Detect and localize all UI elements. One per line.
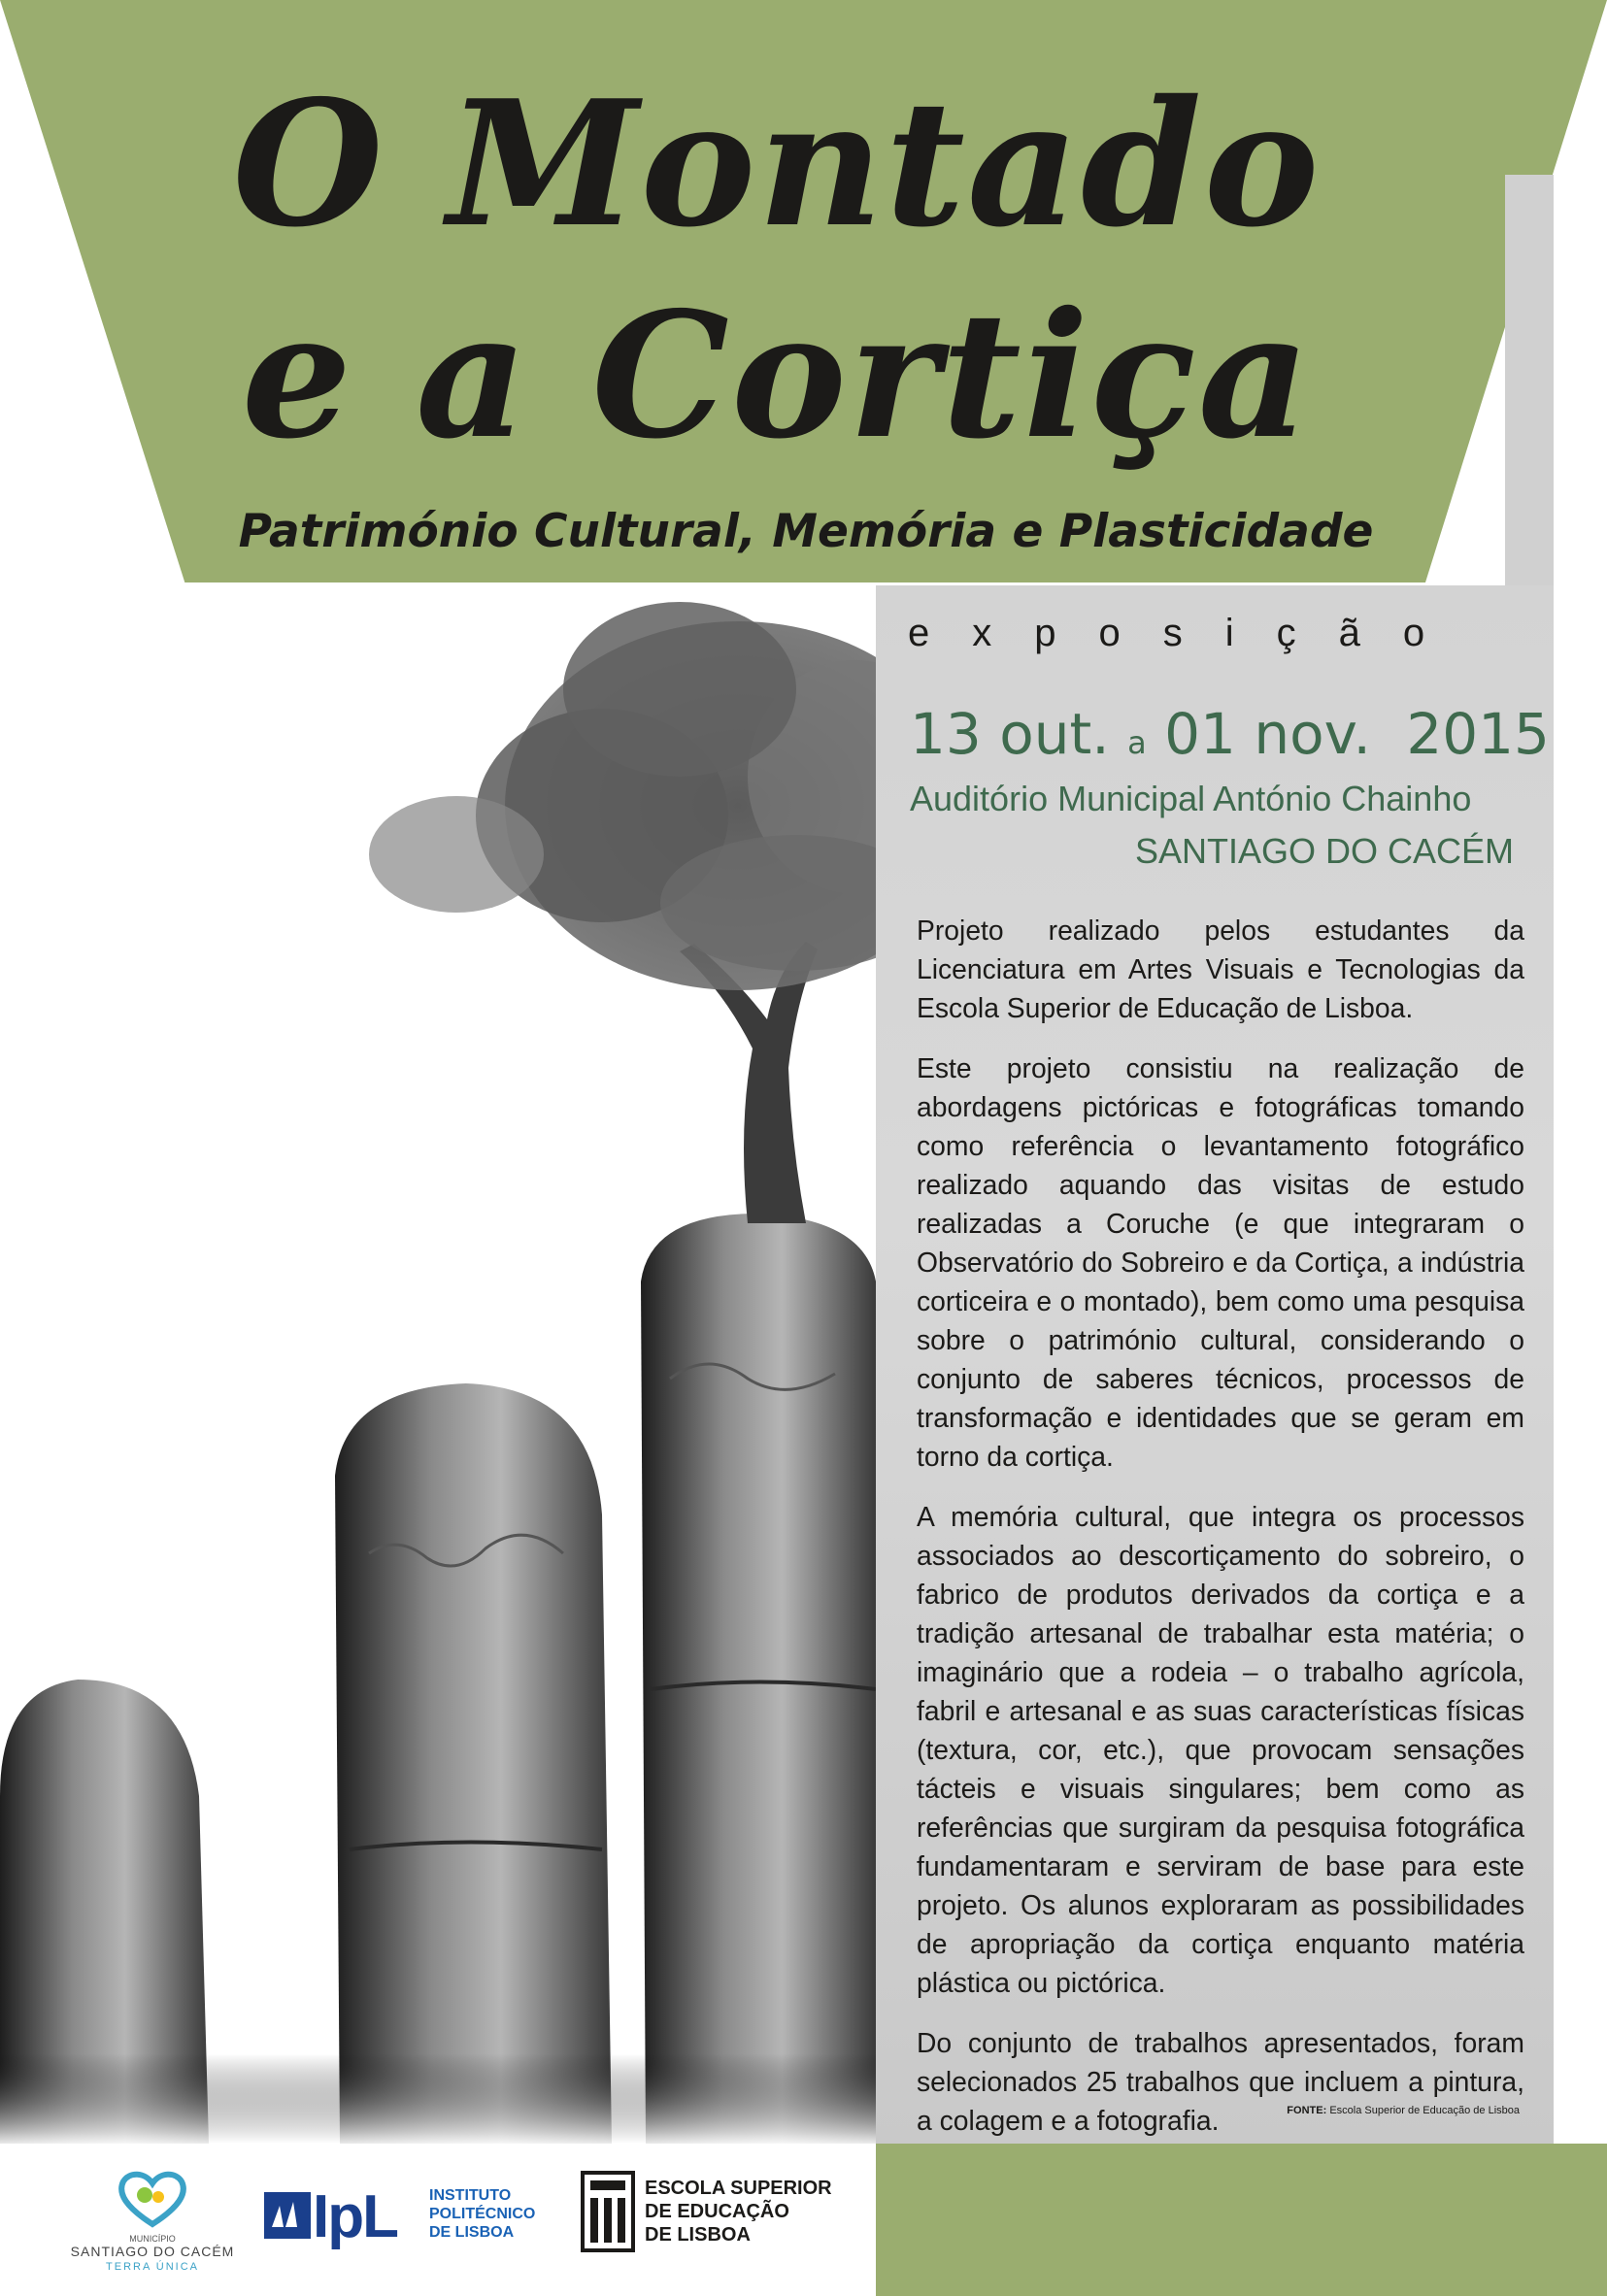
eses-name-line-3: DE LISBOA	[645, 2224, 751, 2246]
tree	[369, 602, 876, 1223]
description-paragraph: Do conjunto de trabalhos apresentados, foram selecionados 25 trabalhos que incluem a pintura, a colagem e a fotografia.	[917, 2027, 1524, 2136]
source-label: FONTE:	[1287, 2105, 1327, 2116]
cacem-line-1: MUNICÍPIO	[129, 2234, 176, 2244]
date-start: 13 out.	[910, 701, 1110, 767]
title-line-1: O Montado	[232, 62, 1322, 265]
description-paragraph: Este projeto consistiu na realização de abordagens pictóricas e fotográficas tomando como referência o levantamento fotográfico realizado aquando das visitas de estudo realizadas a Coruche (e que integraram o Observatório do Sobreiro e da Cortiça, a indústria corticeira e o montado), bem como uma pesquisa sobre o património cultural, considerando o conjunto de saberes técnicos, processos de transformação e identidades que se geram em torno da cortiça.	[917, 1052, 1524, 1472]
description-paragraph: A memória cultural, que integra os processos associados ao descortiçamento do sobreiro, o fabrico de produtos derivados da cortiça e a tradição artesanal de trabalhar esta matéria; o imaginário que a rodeia – o trabalho agrícola, fabril e artesanal e as suas características físicas (textura, cor, etc.), que provocam sensações tácteis e visuais singulares; bem como as referências que surgiram da pesquisa fotográfica fundamentaram e serviram de base para este projeto. Os alunos exploraram as possibilidades de apropriação da cortiça enquanto matéria plástica ou pictórica.	[917, 1501, 1524, 1998]
poster-subtitle: Património Cultural, Memória e Plasticidade	[238, 505, 1374, 558]
date-end: 01 nov.	[1164, 701, 1371, 767]
date-connector: a	[1127, 724, 1147, 761]
ipl-name	[429, 2186, 535, 2242]
source-value: Escola Superior de Educação de Lisboa	[1329, 2105, 1520, 2116]
description	[917, 911, 1524, 2161]
ipl-name-line-3: DE LISBOA	[429, 2224, 515, 2241]
event-dates	[910, 701, 1550, 767]
tree-on-fingers-illustration	[0, 582, 876, 2144]
event-year: 2015	[1406, 701, 1550, 767]
ipl-name-line-1: INSTITUTO	[429, 2187, 512, 2204]
eses-name-line-1: ESCOLA SUPERIOR	[645, 2178, 832, 2199]
ipl-name-line-2: POLITÉCNICO	[429, 2206, 536, 2222]
gray-panel-edge	[1505, 175, 1554, 585]
poster-title	[194, 58, 1359, 482]
description-paragraph: Projeto realizado pelos estudantes da Licenciatura em Artes Visuais e Tecnologias da Escola Superior de Educação de Lisboa.	[917, 915, 1524, 1023]
ipl-mark-icon	[264, 2188, 311, 2243]
building-icon	[581, 2171, 635, 2252]
title-line-2: e a Cortiça	[241, 274, 1313, 477]
heart-icon	[116, 2170, 189, 2228]
eses-name-line-2: DE EDUCAÇÃO	[645, 2201, 789, 2222]
eses-logo	[581, 2171, 833, 2268]
ipl-logo	[264, 2182, 555, 2250]
exhibition-label: exposição	[908, 612, 1468, 654]
event-venue: Auditório Municipal António Chainho	[910, 779, 1472, 818]
cacem-line-3: TERRA ÚNICA	[106, 2261, 199, 2273]
eses-name	[645, 2177, 832, 2246]
footer-band	[876, 2144, 1607, 2296]
event-town: SANTIAGO DO CACÉM	[1134, 831, 1514, 871]
cacem-line-2: SANTIAGO DO CACÉM	[70, 2244, 235, 2259]
ipl-wordmark: IpL	[313, 2183, 397, 2250]
santiago-do-cacem-logo	[70, 2170, 235, 2286]
source-credit	[1287, 2105, 1520, 2116]
